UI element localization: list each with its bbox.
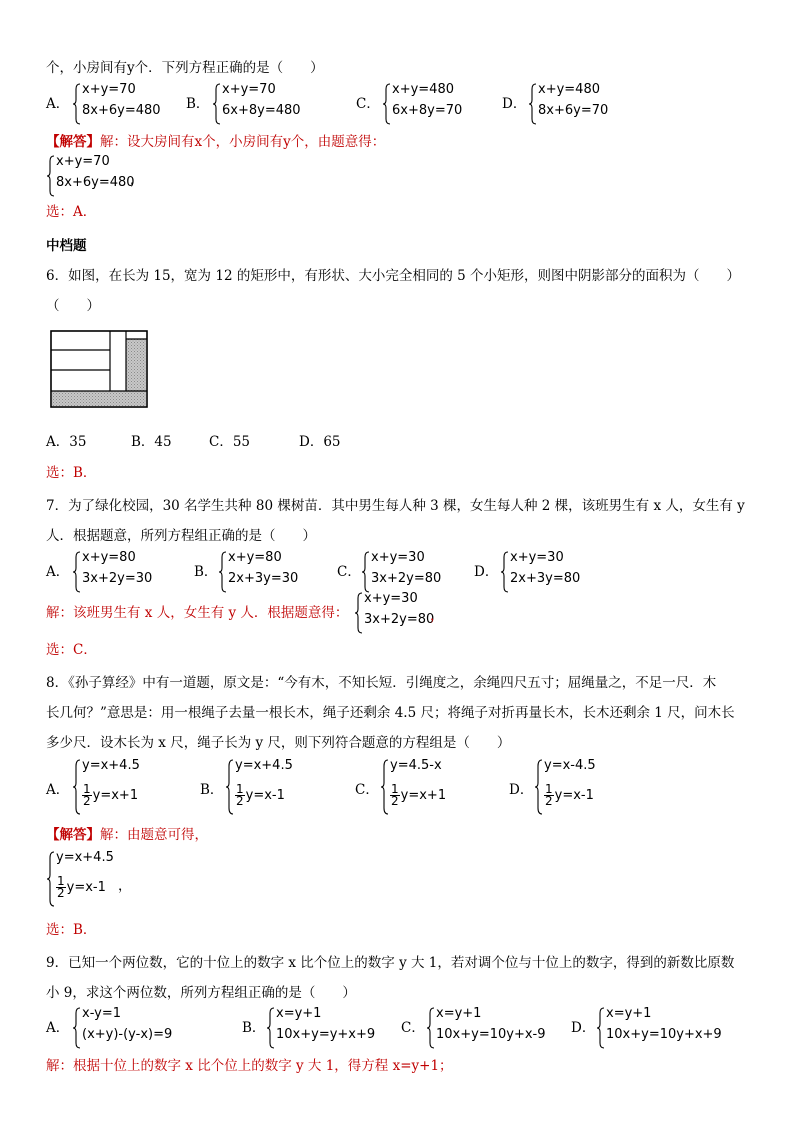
- q7-solution-text: 解：该班男生有 x 人，女生有 y 人．根据题意得：: [46, 605, 349, 621]
- q8-answer: 选：B．: [46, 922, 97, 938]
- q6-shaded-region: [52, 391, 146, 406]
- fraction: $\frac{1}{2}$: [545, 782, 553, 808]
- q9-option-b-letter: B．: [242, 1020, 266, 1036]
- q7-option-a-letter: A．: [46, 564, 70, 580]
- q9-solution-text: 解：根据十位上的数字 x 比个位上的数字 y 大 1，得方程 x=y+1；: [46, 1058, 453, 1074]
- brace-icon: [528, 82, 538, 126]
- brace-icon: [380, 758, 390, 816]
- q5-solution-line: [46, 130, 385, 150]
- q9-option-c-letter: C．: [401, 1020, 425, 1036]
- fraction: $\frac{1}{2}$: [236, 782, 244, 808]
- fraction: $\frac{1}{2}$: [83, 782, 91, 808]
- brace-icon: [72, 82, 82, 126]
- q7-option-d-letter: D．: [474, 564, 499, 580]
- brace-icon: [361, 550, 371, 594]
- q7-option-c-letter: C．: [337, 564, 361, 580]
- q8-solution-line: [46, 823, 208, 843]
- q8-solution-comma: ，: [118, 878, 132, 894]
- brace-icon: [225, 758, 235, 816]
- q5-option-a-letter: A．: [46, 96, 70, 112]
- q5-option-b-letter: B．: [186, 96, 210, 112]
- q9-stem-line2: 小 9，求这个两位数，所列方程组正确的是（ ）: [46, 985, 356, 1001]
- q5-stem-tail: 个，小房间有y个．下列方程正确的是（ ）: [46, 60, 324, 76]
- q7-solution-comma: ，: [430, 608, 444, 624]
- brace-icon: [72, 550, 82, 594]
- brace-icon: [266, 1006, 276, 1050]
- q5-solution-comma: ，: [130, 172, 144, 188]
- brace-icon: [212, 82, 222, 126]
- brace-icon: [426, 1006, 436, 1050]
- q6-shaded-strip: [126, 339, 146, 391]
- fraction: $\frac{1}{2}$: [57, 874, 65, 900]
- brace-icon: [218, 550, 228, 594]
- fraction: $\frac{1}{2}$: [391, 782, 399, 808]
- brace-icon: [500, 550, 510, 594]
- q6-option-a: A．35: [46, 434, 87, 450]
- q8-stem-line1: 8．《孙子算经》中有一道题，原文是：“今有木，不知长短．引绳度之，余绳四尺五寸；屈绳量之，不足一尺．木: [46, 675, 717, 691]
- brace-icon: [72, 758, 82, 816]
- section-title: 中档题: [46, 238, 87, 254]
- q7-stem-line2: 人．根据题意，所列方程组正确的是（ ）: [46, 528, 316, 544]
- q6-answer: 选：B．: [46, 465, 97, 481]
- brace-icon: [354, 591, 364, 635]
- q9-option-d-letter: D．: [571, 1020, 596, 1036]
- brace-icon: [382, 82, 392, 126]
- q8-option-b-letter: B．: [200, 782, 224, 798]
- q5-option-d-letter: D．: [502, 96, 527, 112]
- q6-stem-line2: （ ）: [46, 298, 100, 314]
- q6-option-d: D．65: [299, 434, 341, 450]
- q9-option-a-letter: A．: [46, 1020, 70, 1036]
- q6-option-c: C．55: [209, 434, 251, 450]
- q9-stem-line1: 9．已知一个两位数，它的十位上的数字 x 比个位上的数字 y 大 1，若对调个位与十位上的数字，得到的新数比原数: [46, 955, 735, 971]
- brace-icon: [46, 154, 56, 198]
- q8-option-c-letter: C．: [355, 782, 379, 798]
- q5-option-c-letter: C．: [356, 96, 380, 112]
- q5-solution-prefix: 【解答】: [46, 134, 100, 150]
- q7-option-b-letter: B．: [194, 564, 218, 580]
- q5-solution-text: 解：设大房间有x个，小房间有y个，由题意得：: [100, 134, 386, 150]
- q7-stem-line1: 7．为了绿化校园，30 名学生共种 80 棵树苗．其中男生每人种 3 棵，女生每人种 2 棵，该班男生有 x 人，女生有 y: [46, 498, 745, 514]
- q6-option-b: B．45: [131, 434, 172, 450]
- brace-icon: [534, 758, 544, 816]
- q8-option-d-letter: D．: [509, 782, 534, 798]
- brace-icon: [596, 1006, 606, 1050]
- q6-figure: [50, 330, 148, 408]
- brace-icon: [72, 1006, 82, 1050]
- q8-stem-line2: 长几何？”意思是：用一根绳子去量一根长木，绳子还剩余 4.5 尺；将绳子对折再量长木，长木还剩余 1 尺，问木长: [46, 705, 735, 721]
- q8-solution-text: 解：由题意可得，: [100, 827, 208, 843]
- brace-icon: [46, 850, 56, 908]
- q8-stem-line3: 多少尺．设木长为 x 尺，绳子长为 y 尺，则下列符合题意的方程组是（ ）: [46, 735, 511, 751]
- q8-solution-prefix: 【解答】: [46, 827, 100, 843]
- q7-answer: 选：C．: [46, 642, 97, 658]
- q8-option-a-letter: A．: [46, 782, 70, 798]
- q5-answer: 选：A．: [46, 204, 97, 220]
- q6-stem: 6．如图，在长为 15，宽为 12 的矩形中，有形状、大小完全相同的 5 个小矩形，则图中阴影部分的面积为（ ）: [46, 268, 740, 284]
